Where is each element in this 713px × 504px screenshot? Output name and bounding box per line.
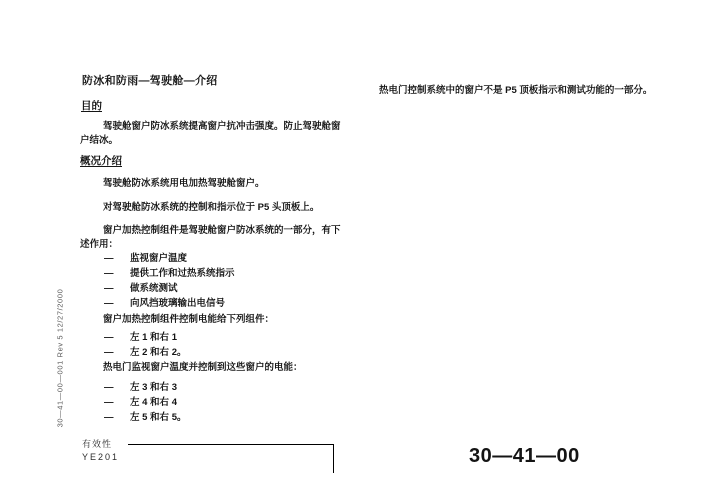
effectivity-block xyxy=(82,438,119,464)
list-item xyxy=(104,330,187,345)
list-item xyxy=(104,281,235,296)
list-whcu-functions xyxy=(104,251,235,311)
list-power-windows xyxy=(104,330,187,360)
list-item xyxy=(104,345,187,360)
list-item xyxy=(104,380,187,395)
dash-bullet: — xyxy=(104,397,114,408)
effectivity-code: YE201 xyxy=(82,452,120,462)
dash-bullet: — xyxy=(104,412,114,423)
list-item-text: 做系统测试 xyxy=(130,283,178,294)
footer-vertical-rule xyxy=(333,444,334,473)
list-item-text: 左 4 和右 4 xyxy=(130,397,177,408)
footer-horizontal-rule xyxy=(128,444,334,445)
paragraph-thermal-switch-note: 热电门控制系统中的窗户不是 P5 顶板指示和测试功能的一部分。 xyxy=(379,85,653,96)
dash-bullet: — xyxy=(104,332,114,343)
paragraph-power-windows-intro: 窗户加热控制组件控制电能给下列组件： xyxy=(103,314,275,325)
list-item xyxy=(104,251,235,266)
chapter-section-number: 30—41—00 xyxy=(469,445,580,467)
list-item xyxy=(104,395,187,410)
list-item-text: 监视窗户温度 xyxy=(130,253,188,264)
list-item-text: 左 2 和右 2。 xyxy=(130,347,187,358)
dash-bullet: — xyxy=(104,382,114,393)
dash-bullet: — xyxy=(104,268,114,279)
dash-bullet: — xyxy=(104,298,114,309)
section-heading-purpose: 目的 xyxy=(81,100,102,112)
list-item xyxy=(104,296,235,311)
dash-bullet: — xyxy=(104,253,114,264)
paragraph-purpose: 驾驶舱窗户防冰系统提高窗户抗冲击强度。防止驾驶舱窗户结冰。 xyxy=(80,121,341,146)
list-thermal-windows xyxy=(104,380,187,425)
paragraph-thermal-switch-intro: 热电门监视窗户温度并控制到这些窗户的电能： xyxy=(103,362,303,373)
paragraph-window-heating: 驾驶舱防冰系统用电加热驾驶舱窗户。 xyxy=(103,178,265,189)
list-item-text: 左 5 和右 5。 xyxy=(130,412,187,423)
list-item xyxy=(104,410,187,425)
paragraph-p5-controls: 对驾驶舱防冰系统的控制和指示位于 P5 头顶板上。 xyxy=(103,202,320,213)
list-item xyxy=(104,266,235,281)
paragraph-whcu-functions-intro: 窗户加热控制组件是驾驶舱窗户防冰系统的一部分，有下述作用： xyxy=(80,225,341,250)
list-item-text: 左 3 和右 3 xyxy=(130,382,177,393)
list-item-text: 左 1 和右 1 xyxy=(130,332,177,343)
dash-bullet: — xyxy=(104,347,114,358)
page-title: 防冰和防雨—驾驶舱—介绍 xyxy=(82,75,218,87)
dash-bullet: — xyxy=(104,283,114,294)
section-heading-overview: 概况介绍 xyxy=(80,155,122,167)
sidebar-document-ref: 30—41—00—001 Rev 5 12/27/2000 xyxy=(55,288,65,428)
effectivity-label: 有效性 xyxy=(82,439,113,449)
list-item-text: 提供工作和过热系统指示 xyxy=(130,268,235,279)
list-item-text: 向风挡玻璃输出电信号 xyxy=(130,298,226,309)
